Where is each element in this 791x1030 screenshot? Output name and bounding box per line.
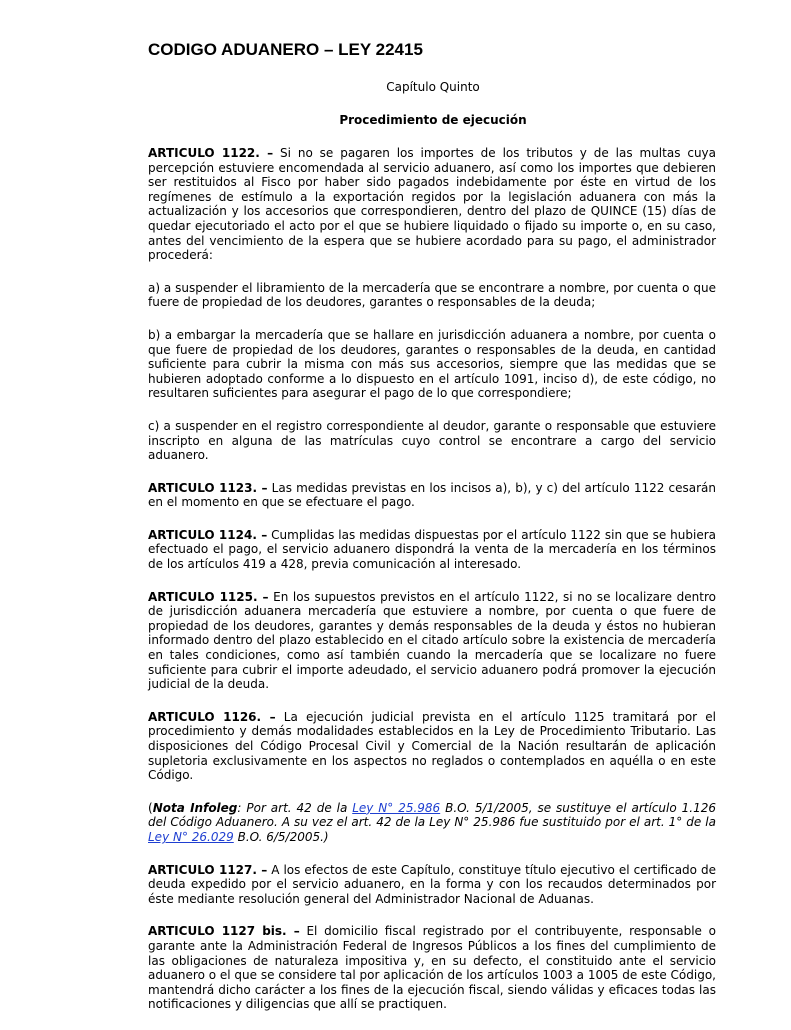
article-text: Las medidas previstas en los incisos a), b), y c) del artículo 1122 cesarán en el momento en que se efectuare el pago.	[148, 480, 717, 510]
note-open-paren: (	[148, 800, 153, 815]
document-title: CODIGO ADUANERO – LEY 22415	[148, 40, 423, 59]
ley-25986-link[interactable]: Ley N° 25.986	[352, 800, 441, 815]
article-1127-bis	[148, 924, 716, 1012]
article-1122-item-a: a) a suspender el libramiento de la mercadería que se encontrare a nombre, por cuenta o que fuere de propiedad de los deudores, garantes o responsables de la deuda;	[148, 280, 716, 310]
article-1127	[148, 863, 716, 907]
article-text: La ejecución judicial prevista en el artículo 1125 tramitará por el procedimiento y demás modalidades establecidos en la Ley de Procedimiento Tributario. Las disposiciones del Código Procesal Civil y Comercial de la Nación resultarán de aplicación supletoria exclusivamente en los aspectos no reglados o contemplados en aquélla o en este Código.	[148, 709, 716, 783]
section-title: Procedimiento de ejecución	[339, 113, 527, 127]
article-label: ARTICULO 1122. –	[148, 146, 274, 160]
article-text: El domicilio fiscal registrado por el contribuyente, responsable o garante ante la Administración Federal de Ingresos Públicos a los fines del cumplimiento de las obligaciones de naturaleza impositiva y, en su defecto, el constituido ante el servicio aduanero o el que se considere tal por aplicación de los artículos 1003 a 1005 de este Código, mantendrá dicho carácter a los fines de la ejecución fiscal, siendo válidas y eficaces todas las notificaciones y diligencias que allí se practiquen.	[148, 924, 716, 1012]
note-text-2: B.O. 5/1/2005, se sustituye el artículo 1.126 del Código Aduanero. A su vez el art. 42 de la Ley N° 25.986 fue sustituido por el art. 1° de la	[148, 800, 716, 830]
ley-26029-link[interactable]: Ley N° 26.029	[148, 829, 234, 844]
article-1123	[148, 481, 716, 510]
article-1124	[148, 528, 716, 572]
article-1126	[148, 710, 716, 783]
note-text-1: : Por art. 42 de la	[237, 800, 353, 815]
article-text: En los supuestos previstos en el artículo 1122, si no se localizare dentro de jurisdicción aduanera mercadería que estuviere a nombre, por cuenta o que fuere de propiedad de los deudores, garantes y demás responsables de la deuda y éstos no hubieran informado dentro del plazo establecido en el citado artículo sobre la existencia de mercadería en tales condiciones, como así también cuando la mercadería que se localizare no fuere suficiente para cubrir el importe adeudado, el servicio aduanero podrá promover la ejecución judicial de la deuda.	[148, 589, 716, 692]
article-text: Si no se pagaren los importes de los tributos y de las multas cuya percepción estuviere encomendada al servicio aduanero, así como los importes que debieren ser restituidos al Fisco por haber sido pagados indebidamente por éste en virtud de los regímenes de estímulo a la exportación regidos por la legislación aduanera con más la actualización y los accesorios que correspondieren, dentro del plazo de QUINCE (15) días de quedar ejecutoriado el acto por el que se hubiere liquidado o fijado su importe o, en su caso, antes del vencimiento de la espera que se hubiere acordado para su pago, el administrador procederá:	[148, 146, 717, 263]
article-label: ARTICULO 1126. –	[148, 709, 276, 724]
article-1122-item-c: c) a suspender en el registro correspondiente al deudor, garante o responsable que estuviere inscripto en alguna de las matrículas cuyo control se encontrare a cargo del servicio aduanero.	[148, 418, 716, 463]
document-body	[148, 146, 716, 1030]
article-label: ARTICULO 1125. –	[148, 589, 269, 604]
article-label: ARTICULO 1123. –	[148, 480, 268, 495]
article-1122	[148, 146, 716, 263]
article-text: A los efectos de este Capítulo, constituye título ejecutivo el certificado de deuda expedido por el servicio aduanero, en la forma y con los recaudos determinados por éste mediante resolución general del Administrador Nacional de Aduanas.	[148, 862, 716, 906]
article-label: ARTICULO 1127 bis. –	[148, 924, 300, 939]
article-1125	[148, 590, 716, 692]
article-1122-item-b: b) a embargar la mercadería que se hallare en jurisdicción aduanera a nombre, por cuenta o que fuere de propiedad de los deudores, garantes o responsables de la deuda, en cantidad suficiente para cubrir la misma con más sus accesorios, siempre que las medidas que se hubieren adoptado conforme a lo dispuesto en el artículo 1091, inciso d), de este código, no resultaren suficientes para asegurar el pago de lo que correspondiere;	[148, 327, 716, 401]
note-text-3: B.O. 6/5/2005.)	[233, 829, 329, 844]
article-label: ARTICULO 1124. –	[148, 527, 268, 542]
chapter-heading: Capítulo Quinto	[386, 80, 480, 94]
article-label: ARTICULO 1127. –	[148, 862, 268, 877]
article-text: Cumplidas las medidas dispuestas por el artículo 1122 sin que se hubiera efectuado el pago, el servicio aduanero dispondrá la venta de la mercadería en los términos de los artículos 419 a 428, previa comunicación al interesado.	[148, 527, 716, 572]
infoleg-note	[148, 801, 716, 845]
note-label: Nota Infoleg	[152, 800, 238, 815]
